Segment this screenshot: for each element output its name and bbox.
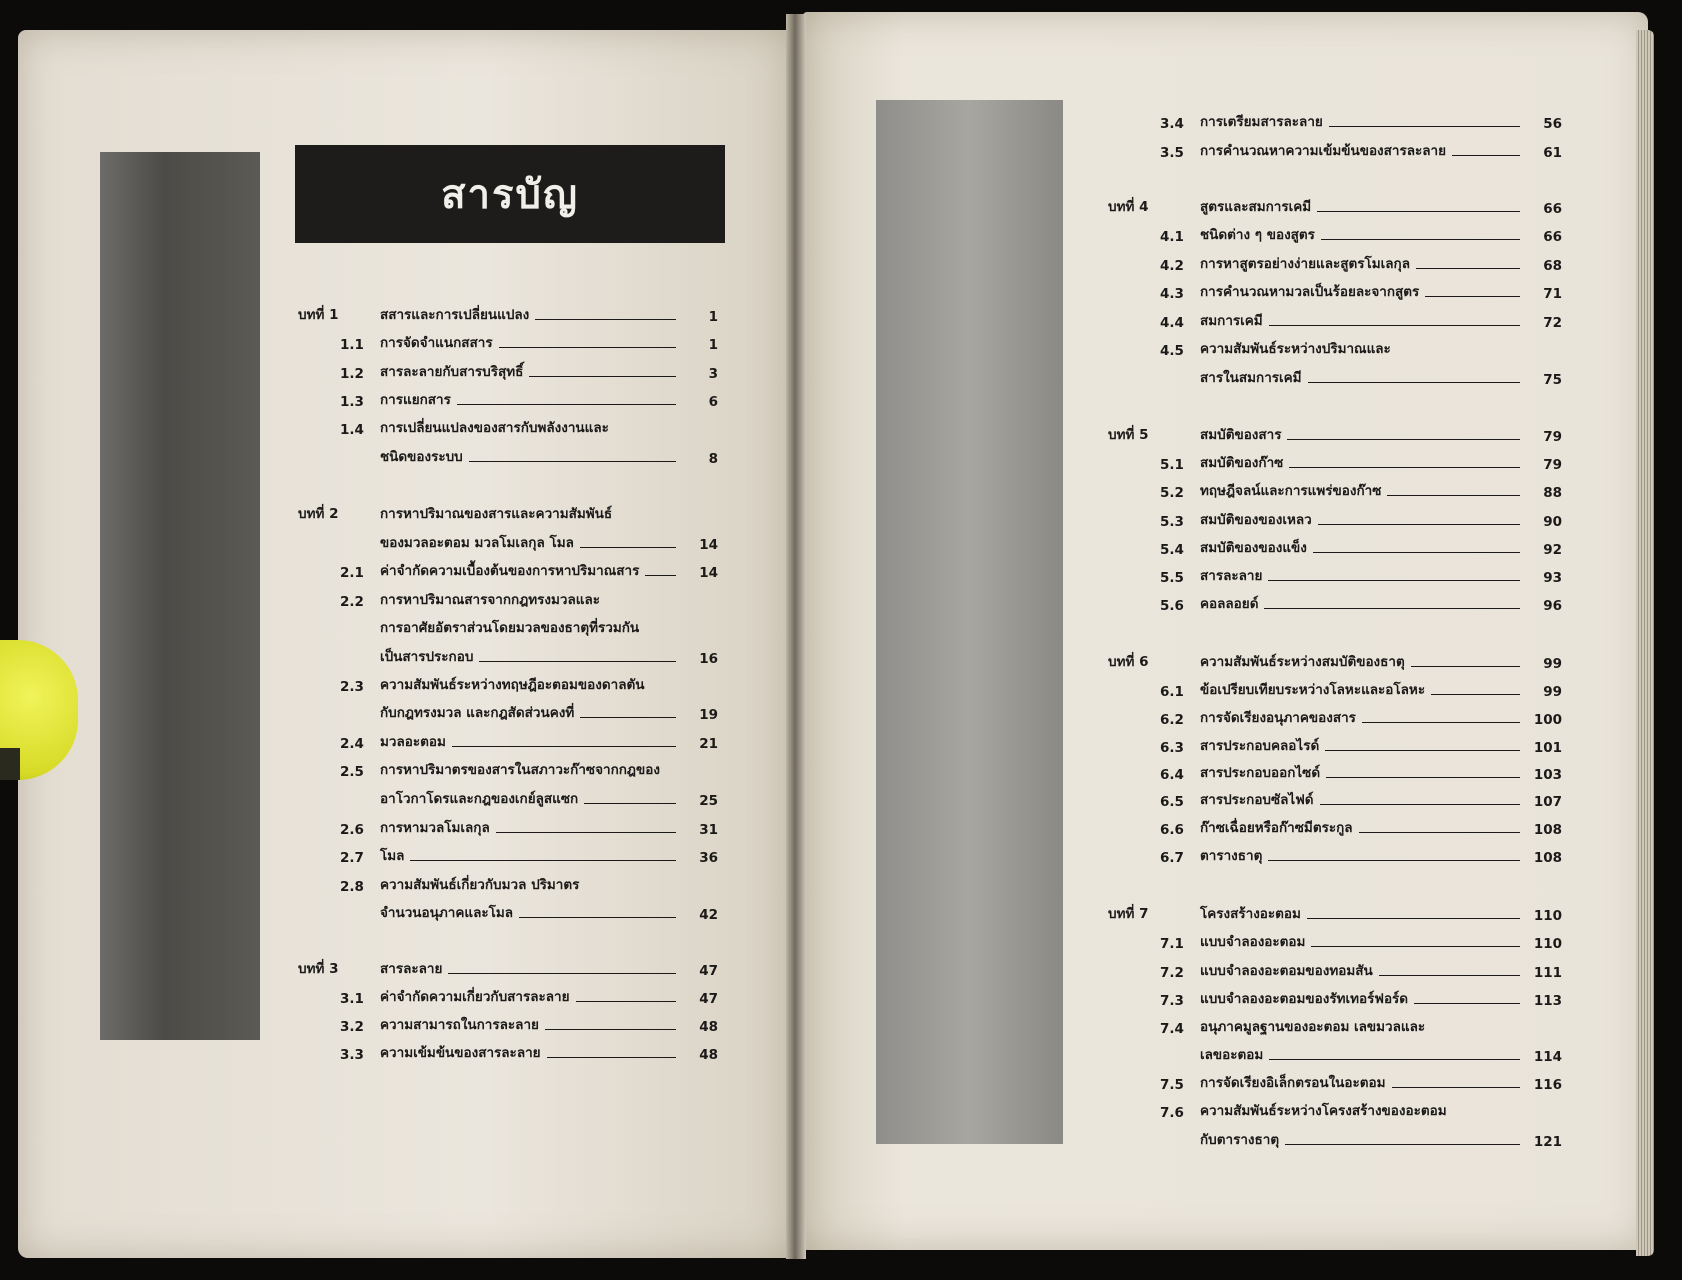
toc-leader-line [1411, 666, 1520, 667]
toc-entry [1160, 110, 1562, 132]
toc-section-number: 2.3 [340, 679, 364, 695]
toc-page-number: 3 [708, 366, 718, 382]
toc-page-number: 16 [699, 651, 718, 667]
toc-section-number: 2.8 [340, 879, 364, 895]
toc-chapter-label: บทที่ 4 [1108, 199, 1149, 215]
toc-entry-label: แบบจำลองอะตอมของรัทเทอร์ฟอร์ด [1200, 991, 1409, 1007]
toc-page-number: 48 [699, 1047, 718, 1063]
toc-entry [1160, 678, 1562, 700]
toc-section-number: 3.3 [340, 1047, 364, 1063]
toc-page-number: 66 [1543, 201, 1562, 217]
toc-section-number: 7.6 [1160, 1105, 1184, 1121]
toc-entry-label: กับตารางธาตุ [1200, 1132, 1280, 1148]
toc-entry-label: ตารางธาตุ [1200, 848, 1263, 864]
toc-chapter-label: บทที่ 2 [298, 506, 339, 522]
toc-leader-line [1425, 296, 1520, 297]
toc-leader-line [1379, 975, 1520, 976]
toc-page-number: 92 [1543, 542, 1562, 558]
toc-entry [1160, 761, 1562, 783]
toc-chapter-label: บทที่ 1 [298, 307, 339, 323]
toc-entry-label: คอลลอยด์ [1200, 596, 1259, 612]
toc-page-number: 56 [1543, 116, 1562, 132]
toc-entry [1160, 959, 1562, 981]
toc-entry [1160, 479, 1562, 501]
toc-leader-line [496, 832, 676, 833]
toc-entry [380, 787, 718, 809]
toc-entry [1160, 309, 1562, 331]
toc-leader-line [529, 376, 676, 377]
toc-entry [1160, 451, 1562, 473]
toc-entry [1160, 508, 1562, 530]
toc-entry-label: ของมวลอะตอม มวลโมเลกุล โมล [380, 535, 574, 551]
toc-entry-label: ค่าจำกัดความเกี่ยวกับสารละลาย [380, 989, 570, 1005]
toc-entry [1160, 844, 1562, 866]
toc-leader-line [1268, 860, 1520, 861]
toc-entry-label: ก๊าซเฉื่อยหรือก๊าซมีตระกูล [1200, 820, 1353, 836]
toc-entry-label: การหาสูตรอย่างง่ายและสูตรโมเลกุล [1200, 256, 1410, 272]
toc-entry [340, 758, 718, 780]
toc-section-number: 7.5 [1160, 1077, 1184, 1093]
toc-entry-label: สมบัติของของเหลว [1200, 512, 1312, 528]
toc-page-number: 99 [1543, 656, 1562, 672]
toc-entry-label: สารประกอบซัลไฟด์ [1200, 792, 1314, 808]
toc-entry-label: ความสัมพันธ์ระหว่างโครงสร้างของอะตอม [1200, 1103, 1447, 1119]
toc-entry-label: แบบจำลองอะตอม [1200, 934, 1306, 950]
toc-entry [1160, 1015, 1562, 1037]
toc-section-number: 2.4 [340, 736, 364, 752]
toc-page-number: 99 [1543, 684, 1562, 700]
toc-page-number: 93 [1543, 570, 1562, 586]
toc-page-number: 14 [699, 565, 718, 581]
toc-section-number: 3.1 [340, 991, 364, 1007]
toc-page-number: 88 [1543, 485, 1562, 501]
toc-entry [340, 1041, 718, 1063]
toc-leader-line [1414, 1003, 1520, 1004]
clip-shadow [0, 748, 20, 780]
toc-entry [340, 730, 718, 752]
toc-page-number: 68 [1543, 258, 1562, 274]
toc-section-number: 4.5 [1160, 343, 1184, 359]
decorative-band-left [100, 152, 260, 1040]
toc-section-number: 2.2 [340, 594, 364, 610]
toc-page-number: 31 [699, 822, 718, 838]
toc-section-number: 2.1 [340, 565, 364, 581]
toc-leader-line [547, 1057, 676, 1058]
toc-page-number: 100 [1533, 712, 1562, 728]
toc-leader-line [1289, 467, 1520, 468]
toc-section-number: 2.6 [340, 822, 364, 838]
toc-entry [340, 331, 718, 353]
toc-chapter-label: บทที่ 7 [1108, 906, 1149, 922]
toc-leader-line [1320, 804, 1520, 805]
toc-leader-line [1392, 1087, 1520, 1088]
toc-entry [1160, 816, 1562, 838]
toc-leader-line [448, 973, 676, 974]
toc-leader-line [1269, 1059, 1520, 1060]
toc-entry [340, 416, 718, 438]
toc-leader-line [1268, 580, 1520, 581]
toc-page-number: 71 [1543, 286, 1562, 302]
toc-page-number: 96 [1543, 598, 1562, 614]
toc-leader-line [1431, 694, 1520, 695]
toc-entry [380, 701, 718, 723]
toc-page-number: 108 [1533, 850, 1562, 866]
toc-entry [340, 588, 718, 610]
toc-page-number: 107 [1533, 794, 1562, 810]
toc-entry [380, 616, 718, 638]
toc-entry [340, 673, 718, 695]
toc-entry-label: การคำนวณหามวลเป็นร้อยละจากสูตร [1200, 284, 1420, 300]
toc-section-number: 3.5 [1160, 145, 1184, 161]
toc-entry [1160, 564, 1562, 586]
toc-leader-line [1359, 832, 1520, 833]
toc-leader-line [1387, 495, 1520, 496]
toc-page-number: 66 [1543, 229, 1562, 245]
toc-entry [340, 388, 718, 410]
toc-entry-label: โมล [380, 848, 405, 864]
toc-entry [340, 873, 718, 895]
toc-entry-label: สสารและการเปลี่ยนแปลง [380, 307, 530, 323]
toc-entry [380, 445, 718, 467]
toc-entry [1108, 195, 1562, 217]
title-box [295, 145, 725, 243]
toc-leader-line [479, 661, 676, 662]
toc-entry [1160, 1099, 1562, 1121]
toc-section-number: 3.4 [1160, 116, 1184, 132]
toc-entry-label: การจัดเรียงอิเล็กตรอนในอะตอม [1200, 1075, 1386, 1091]
toc-leader-line [410, 860, 676, 861]
toc-section-number: 1.2 [340, 366, 364, 382]
toc-section-number: 6.2 [1160, 712, 1184, 728]
toc-entry-label: การอาศัยอัตราส่วนโดยมวลของธาตุที่รวมกัน [380, 620, 640, 636]
toc-page-number: 75 [1543, 372, 1562, 388]
toc-entry [1160, 930, 1562, 952]
toc-page-number: 47 [699, 991, 718, 1007]
toc-page-number: 47 [699, 963, 718, 979]
toc-leader-line [1318, 524, 1520, 525]
toc-page-number: 42 [699, 907, 718, 923]
toc-section-number: 1.1 [340, 337, 364, 353]
toc-entry [1160, 734, 1562, 756]
toc-leader-line [469, 461, 676, 462]
toc-leader-line [584, 803, 676, 804]
toc-leader-line [1311, 946, 1520, 947]
toc-page-number: 121 [1533, 1134, 1562, 1150]
toc-entry-label: ทฤษฎีจลน์และการแพร่ของก๊าซ [1200, 483, 1382, 499]
toc-entry-label: ความสามารถในการละลาย [380, 1017, 539, 1033]
toc-section-number: 4.4 [1160, 315, 1184, 331]
toc-entry-label: เลขอะตอม [1200, 1047, 1264, 1063]
toc-page-number: 25 [699, 793, 718, 809]
toc-chapter-label: บทที่ 3 [298, 961, 339, 977]
toc-leader-line [519, 917, 676, 918]
toc-entry [1160, 139, 1562, 161]
toc-page-number: 1 [708, 309, 718, 325]
toc-entry [1200, 1128, 1562, 1150]
toc-entry-label: ความสัมพันธ์ระหว่างสมบัติของธาตุ [1200, 654, 1405, 670]
toc-entry-label: สารประกอบคลอไรด์ [1200, 738, 1320, 754]
toc-entry-label: สารละลาย [380, 961, 443, 977]
toc-leader-line [645, 575, 676, 576]
toc-entry [298, 502, 718, 524]
toc-section-number: 1.4 [340, 422, 364, 438]
toc-entry [1160, 788, 1562, 810]
toc-entry-label: การเปลี่ยนแปลงของสารกับพลังงานและ [380, 420, 609, 436]
toc-section-number: 6.4 [1160, 767, 1184, 783]
toc-entry-label: การจัดจำแนกสสาร [380, 335, 493, 351]
toc-entry-label: จำนวนอนุภาคและโมล [380, 905, 514, 921]
toc-leader-line [452, 746, 676, 747]
toc-entry [1160, 280, 1562, 302]
toc-entry [1160, 337, 1562, 359]
toc-entry-label: ชนิดต่าง ๆ ของสูตร [1200, 227, 1315, 243]
toc-page-number: 103 [1533, 767, 1562, 783]
toc-entry [1200, 366, 1562, 388]
toc-section-number: 6.7 [1160, 850, 1184, 866]
toc-entry-label: ความสัมพันธ์เกี่ยวกับมวล ปริมาตร [380, 877, 580, 893]
toc-entry-label: เป็นสารประกอบ [380, 649, 474, 665]
toc-entry-label: ความสัมพันธ์ระหว่างปริมาณและ [1200, 341, 1391, 357]
toc-leader-line [1321, 239, 1520, 240]
toc-chapter-label: บทที่ 6 [1108, 654, 1149, 670]
toc-leader-line [1285, 1144, 1520, 1145]
toc-page-number: 19 [699, 707, 718, 723]
toc-entry-label: ข้อเปรียบเทียบระหว่างโลหะและอโลหะ [1200, 682, 1426, 698]
toc-section-number: 4.1 [1160, 229, 1184, 245]
toc-page-number: 110 [1533, 936, 1562, 952]
toc-entry-label: การหาปริมาตรของสารในสภาวะก๊าซจากกฎของ [380, 762, 660, 778]
book-spine [786, 14, 806, 1259]
toc-entry-label: สูตรและสมการเคมี [1200, 199, 1312, 215]
toc-leader-line [499, 347, 676, 348]
toc-section-number: 3.2 [340, 1019, 364, 1035]
toc-entry-label: การเตรียมสารละลาย [1200, 114, 1323, 130]
toc-entry-label: โครงสร้างอะตอม [1200, 906, 1301, 922]
toc-section-number: 7.3 [1160, 993, 1184, 1009]
toc-leader-line [1287, 439, 1520, 440]
toc-section-number: 4.3 [1160, 286, 1184, 302]
toc-page-number: 1 [708, 337, 718, 353]
toc-entry-label: ความสัมพันธ์ระหว่างทฤษฎีอะตอมของดาลตัน [380, 677, 645, 693]
toc-entry-label: การจัดเรียงอนุภาคของสาร [1200, 710, 1356, 726]
toc-entry [1160, 223, 1562, 245]
toc-page-number: 72 [1543, 315, 1562, 331]
toc-entry [1160, 252, 1562, 274]
toc-entry [340, 844, 718, 866]
toc-leader-line [1308, 382, 1520, 383]
toc-entry-label: ความเข้มข้นของสารละลาย [380, 1045, 541, 1061]
toc-page-number: 79 [1543, 429, 1562, 445]
toc-leader-line [1326, 777, 1520, 778]
toc-entry [1160, 987, 1562, 1009]
toc-entry-label: สารในสมการเคมี [1200, 370, 1302, 386]
toc-leader-line [1313, 552, 1520, 553]
toc-entry [340, 360, 718, 382]
toc-page-number: 116 [1533, 1077, 1562, 1093]
toc-entry [340, 1013, 718, 1035]
toc-leader-line [1325, 750, 1520, 751]
toc-section-number: 5.6 [1160, 598, 1184, 614]
toc-page-number: 114 [1533, 1049, 1562, 1065]
toc-entry-label: ชนิดของระบบ [380, 449, 463, 465]
toc-page-number: 111 [1533, 965, 1562, 981]
toc-entry [1160, 1071, 1562, 1093]
toc-page-number: 61 [1543, 145, 1562, 161]
toc-leader-line [1307, 918, 1520, 919]
toc-page-number: 110 [1533, 908, 1562, 924]
toc-entry-label: สมการเคมี [1200, 313, 1263, 329]
toc-section-number: 7.1 [1160, 936, 1184, 952]
toc-leader-line [1362, 722, 1520, 723]
toc-leader-line [1264, 608, 1520, 609]
toc-page-number: 113 [1533, 993, 1562, 1009]
toc-leader-line [535, 319, 676, 320]
toc-entry-label: การหาปริมาณของสารและความสัมพันธ์ [380, 506, 613, 522]
toc-entry-label: ค่าจำกัดความเบื้องต้นของการหาปริมาณสาร [380, 563, 640, 579]
toc-leader-line [1452, 155, 1520, 156]
toc-entry-label: มวลอะตอม [380, 734, 446, 750]
toc-entry-label: สารละลายกับสารบริสุทธิ์ [380, 364, 524, 380]
toc-section-number: 5.2 [1160, 485, 1184, 501]
toc-section-number: 5.5 [1160, 570, 1184, 586]
toc-entry [380, 645, 718, 667]
toc-entry [340, 816, 718, 838]
toc-section-number: 7.4 [1160, 1021, 1184, 1037]
toc-entry-label: การหาปริมาณสารจากกฎทรงมวลและ [380, 592, 601, 608]
toc-leader-line [580, 717, 676, 718]
toc-entry [298, 303, 718, 325]
toc-page-number: 48 [699, 1019, 718, 1035]
toc-leader-line [580, 547, 676, 548]
toc-entry [1160, 536, 1562, 558]
toc-entry-label: สมบัติของของแข็ง [1200, 540, 1307, 556]
toc-section-number: 6.5 [1160, 794, 1184, 810]
toc-leader-line [576, 1001, 676, 1002]
toc-entry-label: อนุภาคมูลฐานของอะตอม เลขมวลและ [1200, 1019, 1426, 1035]
toc-leader-line [1416, 268, 1520, 269]
toc-section-number: 5.1 [1160, 457, 1184, 473]
toc-entry-label: การหามวลโมเลกุล [380, 820, 490, 836]
toc-leader-line [545, 1029, 676, 1030]
toc-section-number: 4.2 [1160, 258, 1184, 274]
toc-leader-line [457, 404, 676, 405]
toc-entry [380, 531, 718, 553]
toc-section-number: 2.7 [340, 850, 364, 866]
toc-entry [380, 901, 718, 923]
toc-chapter-label: บทที่ 5 [1108, 427, 1149, 443]
toc-leader-line [1329, 126, 1520, 127]
toc-leader-line [1317, 211, 1520, 212]
page-edges [1636, 30, 1654, 1256]
toc-entry-label: สารละลาย [1200, 568, 1263, 584]
toc-entry [1160, 592, 1562, 614]
toc-entry [298, 957, 718, 979]
toc-page-number: 14 [699, 537, 718, 553]
toc-section-number: 6.6 [1160, 822, 1184, 838]
toc-section-number: 7.2 [1160, 965, 1184, 981]
toc-page-number: 101 [1533, 740, 1562, 756]
toc-section-number: 1.3 [340, 394, 364, 410]
toc-section-number: 5.4 [1160, 542, 1184, 558]
toc-entry [1200, 1043, 1562, 1065]
toc-section-number: 6.1 [1160, 684, 1184, 700]
toc-entry [1108, 423, 1562, 445]
toc-entry [340, 985, 718, 1007]
toc-entry-label: การแยกสาร [380, 392, 451, 408]
toc-page-number: 6 [708, 394, 718, 410]
toc-entry-label: สมบัติของก๊าซ [1200, 455, 1284, 471]
toc-section-number: 6.3 [1160, 740, 1184, 756]
toc-entry-label: สมบัติของสาร [1200, 427, 1282, 443]
toc-entry-label: อาโวกาโดรและกฎของเกย์ลูสแซก [380, 791, 579, 807]
toc-entry-label: สารประกอบออกไซด์ [1200, 765, 1321, 781]
yellow-bookmark-clip [0, 640, 78, 780]
toc-page-number: 8 [708, 451, 718, 467]
toc-page-number: 108 [1533, 822, 1562, 838]
toc-entry [1108, 650, 1562, 672]
toc-page-number: 21 [699, 736, 718, 752]
toc-entry-label: การคำนวณหาความเข้มข้นของสารละลาย [1200, 143, 1447, 159]
toc-section-number: 2.5 [340, 764, 364, 780]
toc-page-number: 90 [1543, 514, 1562, 530]
toc-entry [1160, 706, 1562, 728]
toc-page-number: 36 [699, 850, 718, 866]
page-title: สารบัญ [441, 171, 579, 218]
toc-section-number: 5.3 [1160, 514, 1184, 530]
decorative-band-right [876, 100, 1063, 1144]
toc-entry-label: กับกฎทรงมวล และกฎสัดส่วนคงที่ [380, 705, 575, 721]
toc-entry [1108, 902, 1562, 924]
toc-entry [340, 559, 718, 581]
toc-entry-label: แบบจำลองอะตอมของทอมสัน [1200, 963, 1373, 979]
toc-leader-line [1269, 325, 1520, 326]
toc-page-number: 79 [1543, 457, 1562, 473]
